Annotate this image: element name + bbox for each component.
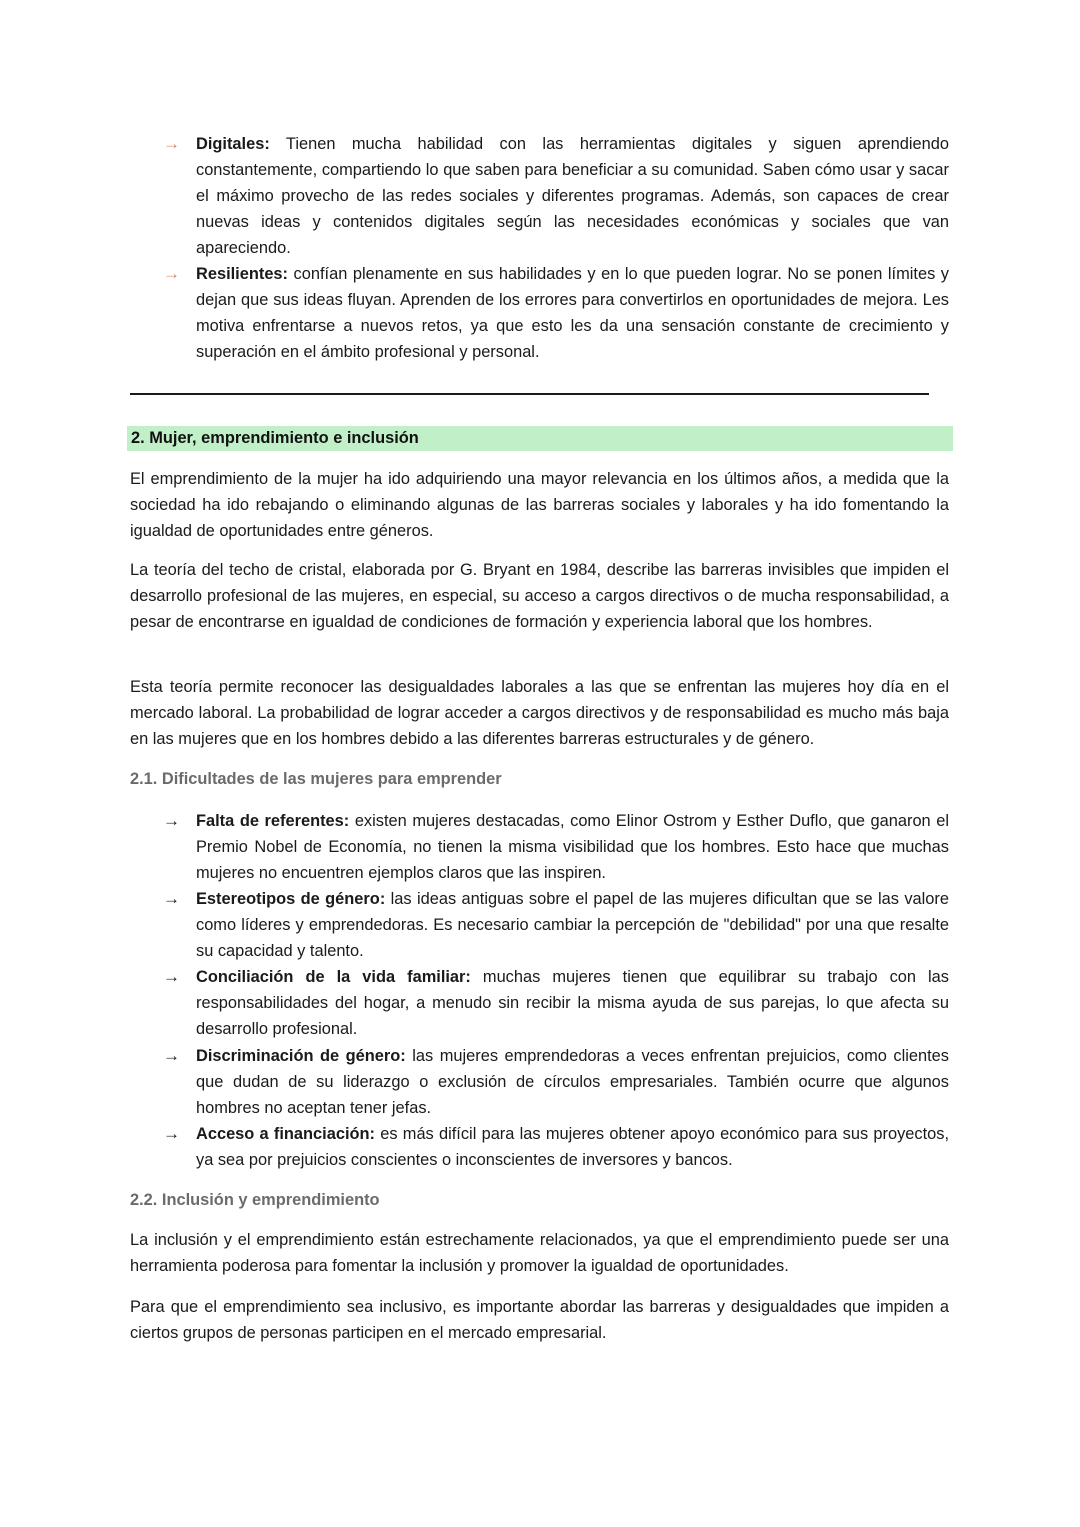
arrow-right-icon: → bbox=[163, 967, 180, 986]
bullet-text: es más difícil para las mujeres obtener apoyo económico para sus proyectos, ya sea por prejuicios conscientes o inconscientes de inversores y bancos. bbox=[196, 1125, 949, 1169]
list-item-estereotipos bbox=[163, 886, 949, 964]
arrow-right-icon: → bbox=[163, 264, 180, 283]
subsection-heading: 2.2. Inclusión y emprendimiento bbox=[130, 1191, 380, 1209]
bullet-text: existen mujeres destacadas, como Elinor Ostrom y Esther Duflo, que ganaron el Premio Nobel de Economía, no tienen la misma visibilidad que los hombres. Esto hace que muchas mujeres no encuentren ejemplos claros que las inspiren. bbox=[196, 812, 949, 882]
paragraph: El emprendimiento de la mujer ha ido adquiriendo una mayor relevancia en los últimos años, a medida que la sociedad ha ido rebajando o eliminando algunas de las barreras sociales y laborales y ha ido fomentando la igualdad de oportunidades entre géneros. bbox=[130, 470, 949, 540]
arrow-right-icon: → bbox=[163, 134, 180, 153]
list-item-discriminacion bbox=[163, 1043, 949, 1121]
arrow-right-icon: → bbox=[163, 889, 180, 908]
bullet-term: Acceso a financiación: bbox=[196, 1125, 375, 1143]
bullet-text: las mujeres emprendedoras a veces enfrentan prejuicios, como clientes que dudan de su liderazgo o exclusión de círculos empresariales. También ocurre que algunos hombres no aceptan tener jefas. bbox=[196, 1047, 949, 1117]
bullet-term: Discriminación de género: bbox=[196, 1047, 406, 1065]
list-item-conciliacion bbox=[163, 964, 949, 1042]
bullet-term: Falta de referentes: bbox=[196, 812, 350, 830]
bullet-term: Resilientes: bbox=[196, 265, 289, 283]
list-item-financiacion bbox=[163, 1121, 949, 1173]
bullet-text: confían plenamente en sus habilidades y en lo que pueden lograr. No se ponen límites y dejan que sus ideas fluyan. Aprenden de los errores para convertirlos en oportunidades de mejora. Les motiva enfrentarse a nuevos retos, ya que esto les da una sensación constante de crecimiento y superación en el ámbito profesional y personal. bbox=[196, 265, 949, 361]
horizontal-divider bbox=[130, 393, 929, 395]
bullet-text: Tienen mucha habilidad con las herramientas digitales y siguen aprendiendo constantemente, compartiendo lo que saben para beneficiar a su comunidad. Saben cómo usar y sacar el máximo provecho de las redes sociales y diferentes programas. Además, son capaces de crear nuevas ideas y contenidos digitales según las necesidades económicas y sociales que van apareciendo. bbox=[196, 135, 949, 257]
bullet-term: Conciliación de la vida familiar: bbox=[196, 968, 471, 986]
paragraph: La teoría del techo de cristal, elaborada por G. Bryant en 1984, describe las barreras invisibles que impiden el desarrollo profesional de las mujeres, en especial, su acceso a cargos directivos o de mucha responsabilidad, a pesar de encontrarse en igualdad de condiciones de formación y experiencia laboral que los hombres. bbox=[130, 561, 949, 631]
bullet-text: las ideas antiguas sobre el papel de las mujeres dificultan que se las valore como líderes y emprendedoras. Es necesario cambiar la percepción de "debilidad" por una que resalte su capacidad y talento. bbox=[196, 890, 949, 960]
bullet-text: muchas mujeres tienen que equilibrar su trabajo con las responsabilidades del hogar, a menudo sin recibir la misma ayuda de sus parejas, lo que afecta su desarrollo profesional. bbox=[196, 968, 949, 1038]
arrow-right-icon: → bbox=[163, 811, 180, 830]
list-item-resilientes bbox=[163, 261, 949, 365]
paragraph: Para que el emprendimiento sea inclusivo, es importante abordar las barreras y desigualdades que impiden a ciertos grupos de personas participen en el mercado empresarial. bbox=[130, 1298, 949, 1342]
bullet-term: Estereotipos de género: bbox=[196, 890, 386, 908]
paragraph: Esta teoría permite reconocer las desigualdades laborales a las que se enfrentan las mujeres hoy día en el mercado laboral. La probabilidad de lograr acceder a cargos directivos y de responsabilidad es mucho más baja en las mujeres que en los hombres debido a las diferentes barreras estructurales y de género. bbox=[130, 678, 949, 748]
list-item-digitales bbox=[163, 131, 949, 261]
arrow-right-icon: → bbox=[163, 1124, 180, 1143]
arrow-right-icon: → bbox=[163, 1046, 180, 1065]
section-heading: 2. Mujer, emprendimiento e inclusión bbox=[131, 429, 419, 447]
bullet-term: Digitales: bbox=[196, 135, 270, 153]
paragraph: La inclusión y el emprendimiento están estrechamente relacionados, ya que el emprendimiento puede ser una herramienta poderosa para fomentar la inclusión y promover la igualdad de oportunidades. bbox=[130, 1231, 949, 1275]
subsection-heading: 2.1. Dificultades de las mujeres para emprender bbox=[130, 770, 502, 788]
list-item-falta-referentes bbox=[163, 808, 949, 886]
